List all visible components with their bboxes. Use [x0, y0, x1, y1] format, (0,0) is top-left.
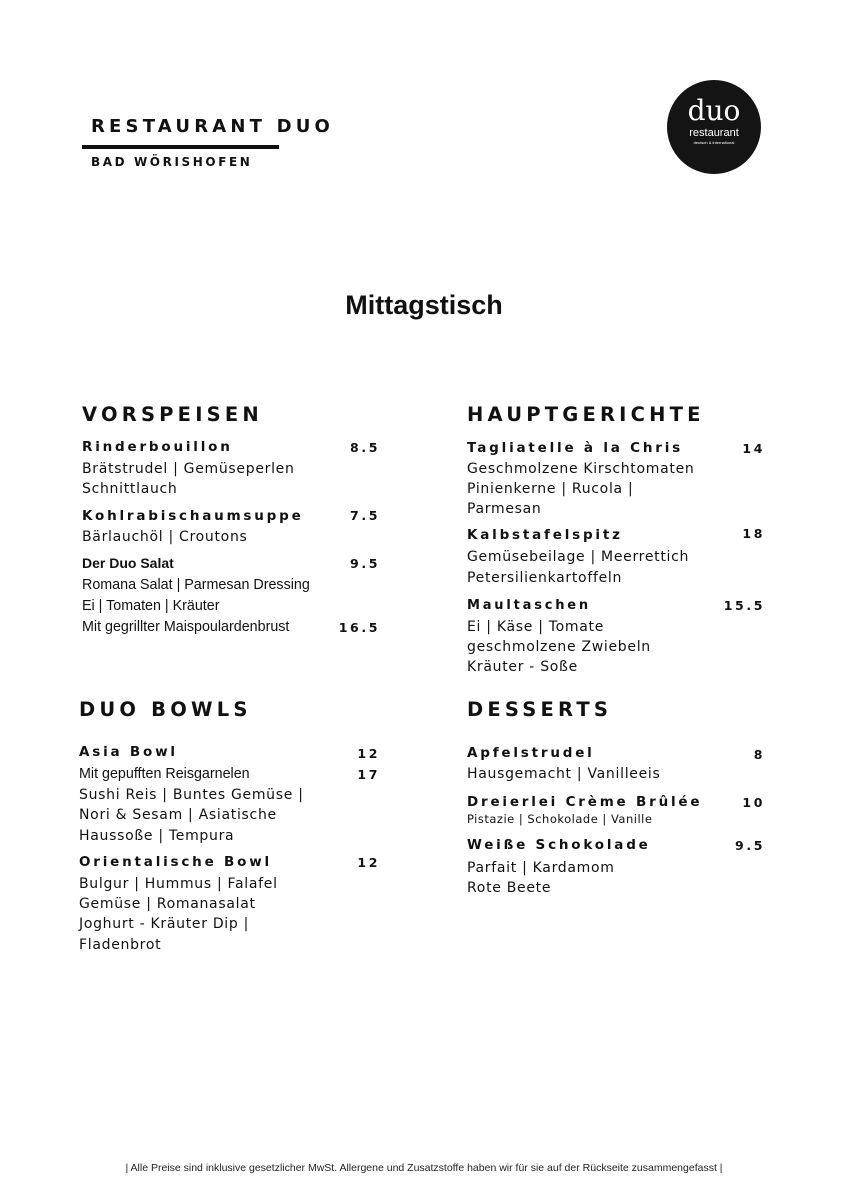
menu-item-description: Rote Beete [467, 880, 552, 896]
section-heading-vorspeisen: VORSPEISEN [82, 403, 263, 426]
menu-item-description: Mit gegrillter Maispoulardenbrust [82, 619, 290, 635]
page-title: Mittagstisch [345, 290, 503, 320]
menu-item-description: Joghurt - Kräuter Dip | [79, 916, 250, 932]
menu-item-price: 15.5 [723, 598, 765, 613]
header-divider [82, 145, 279, 149]
menu-item-description: Haussoße | Tempura [79, 828, 235, 844]
restaurant-name: RESTAURANT DUO [91, 116, 335, 137]
menu-item-description: Mit gepufften Reisgarnelen [79, 766, 250, 782]
menu-item-price: 12 [357, 746, 380, 761]
logo-tagline: deutsch & international [693, 140, 735, 145]
menu-item-price: 8 [753, 747, 765, 762]
menu-item-price: 8.5 [350, 440, 380, 455]
logo-subtitle: restaurant [689, 127, 739, 139]
menu-item-name: Kohlrabischaumsuppe [82, 508, 304, 524]
menu-item-name: Orientalische Bowl [79, 854, 272, 870]
restaurant-city: BAD WÖRISHOFEN [91, 155, 253, 169]
menu-item-price: 10 [742, 795, 765, 810]
menu-item-description: Geschmolzene Kirschtomaten [467, 461, 695, 477]
section-heading-hauptgerichte: HAUPTGERICHTE [467, 403, 705, 426]
menu-item-description: Nori & Sesam | Asiatische [79, 807, 277, 823]
menu-item-description: Pinienkerne | Rucola | [467, 481, 634, 497]
menu-item-extra-price: 16.5 [338, 620, 380, 635]
section-heading-desserts: DESSERTS [467, 698, 613, 721]
menu-item-price: 14 [742, 441, 765, 456]
menu-item-name: Apfelstrudel [467, 745, 595, 761]
menu-item-name: Weiße Schokolade [467, 837, 651, 853]
menu-item-description: Kräuter - Soße [467, 659, 578, 675]
menu-item-description: Parfait | Kardamom [467, 860, 615, 876]
menu-item-description: Pistazie | Schokolade | Vanille [467, 812, 653, 826]
menu-item-price: 12 [357, 855, 380, 870]
menu-item-name: Asia Bowl [79, 744, 178, 760]
menu-item-name: Kalbstafelspitz [467, 527, 623, 543]
menu-item-price: 7.5 [350, 508, 380, 523]
menu-item-name: Der Duo Salat [82, 555, 174, 571]
section-heading-duo-bowls: DUO BOWLS [79, 698, 252, 721]
menu-item-extra-price: 17 [357, 767, 380, 782]
menu-item-description: Gemüsebeilage | Meerrettich [467, 549, 690, 565]
menu-item-name: Rinderbouillon [82, 439, 233, 455]
menu-item-description: Hausgemacht | Vanilleeis [467, 766, 661, 782]
menu-item-description: Romana Salat | Parmesan Dressing [82, 577, 310, 593]
restaurant-logo [667, 80, 761, 174]
menu-item-name: Dreierlei Crème Brûlée [467, 794, 703, 810]
menu-item-price: 9.5 [350, 556, 380, 571]
menu-item-description: Ei | Tomaten | Kräuter [82, 598, 220, 614]
menu-item-description: Bulgur | Hummus | Falafel [79, 876, 278, 892]
menu-item-description: Schnittlauch [82, 481, 178, 497]
menu-item-description: Ei | Käse | Tomate [467, 619, 605, 635]
menu-item-description: Sushi Reis | Buntes Gemüse | [79, 787, 304, 803]
menu-item-description: Brätstrudel | Gemüseperlen [82, 461, 295, 477]
logo-word: duo [687, 94, 741, 127]
menu-item-description: Gemüse | Romanasalat [79, 896, 256, 912]
menu-item-name: Tagliatelle à la Chris [467, 440, 684, 456]
menu-item-description: Fladenbrot [79, 937, 162, 953]
menu-item-description: Bärlauchöl | Croutons [82, 529, 248, 545]
menu-item-price: 18 [742, 526, 765, 541]
menu-item-price: 9.5 [735, 838, 765, 853]
menu-item-description: Parmesan [467, 501, 542, 517]
menu-item-description: geschmolzene Zwiebeln [467, 639, 651, 655]
menu-item-description: Petersilienkartoffeln [467, 570, 623, 586]
menu-item-name: Maultaschen [467, 598, 591, 613]
footer-note: | Alle Preise sind inklusive gesetzlicher MwSt. Allergene und Zusatzstoffe haben wir für sie auf der Rückseite zusammengefasst | [125, 1162, 723, 1174]
